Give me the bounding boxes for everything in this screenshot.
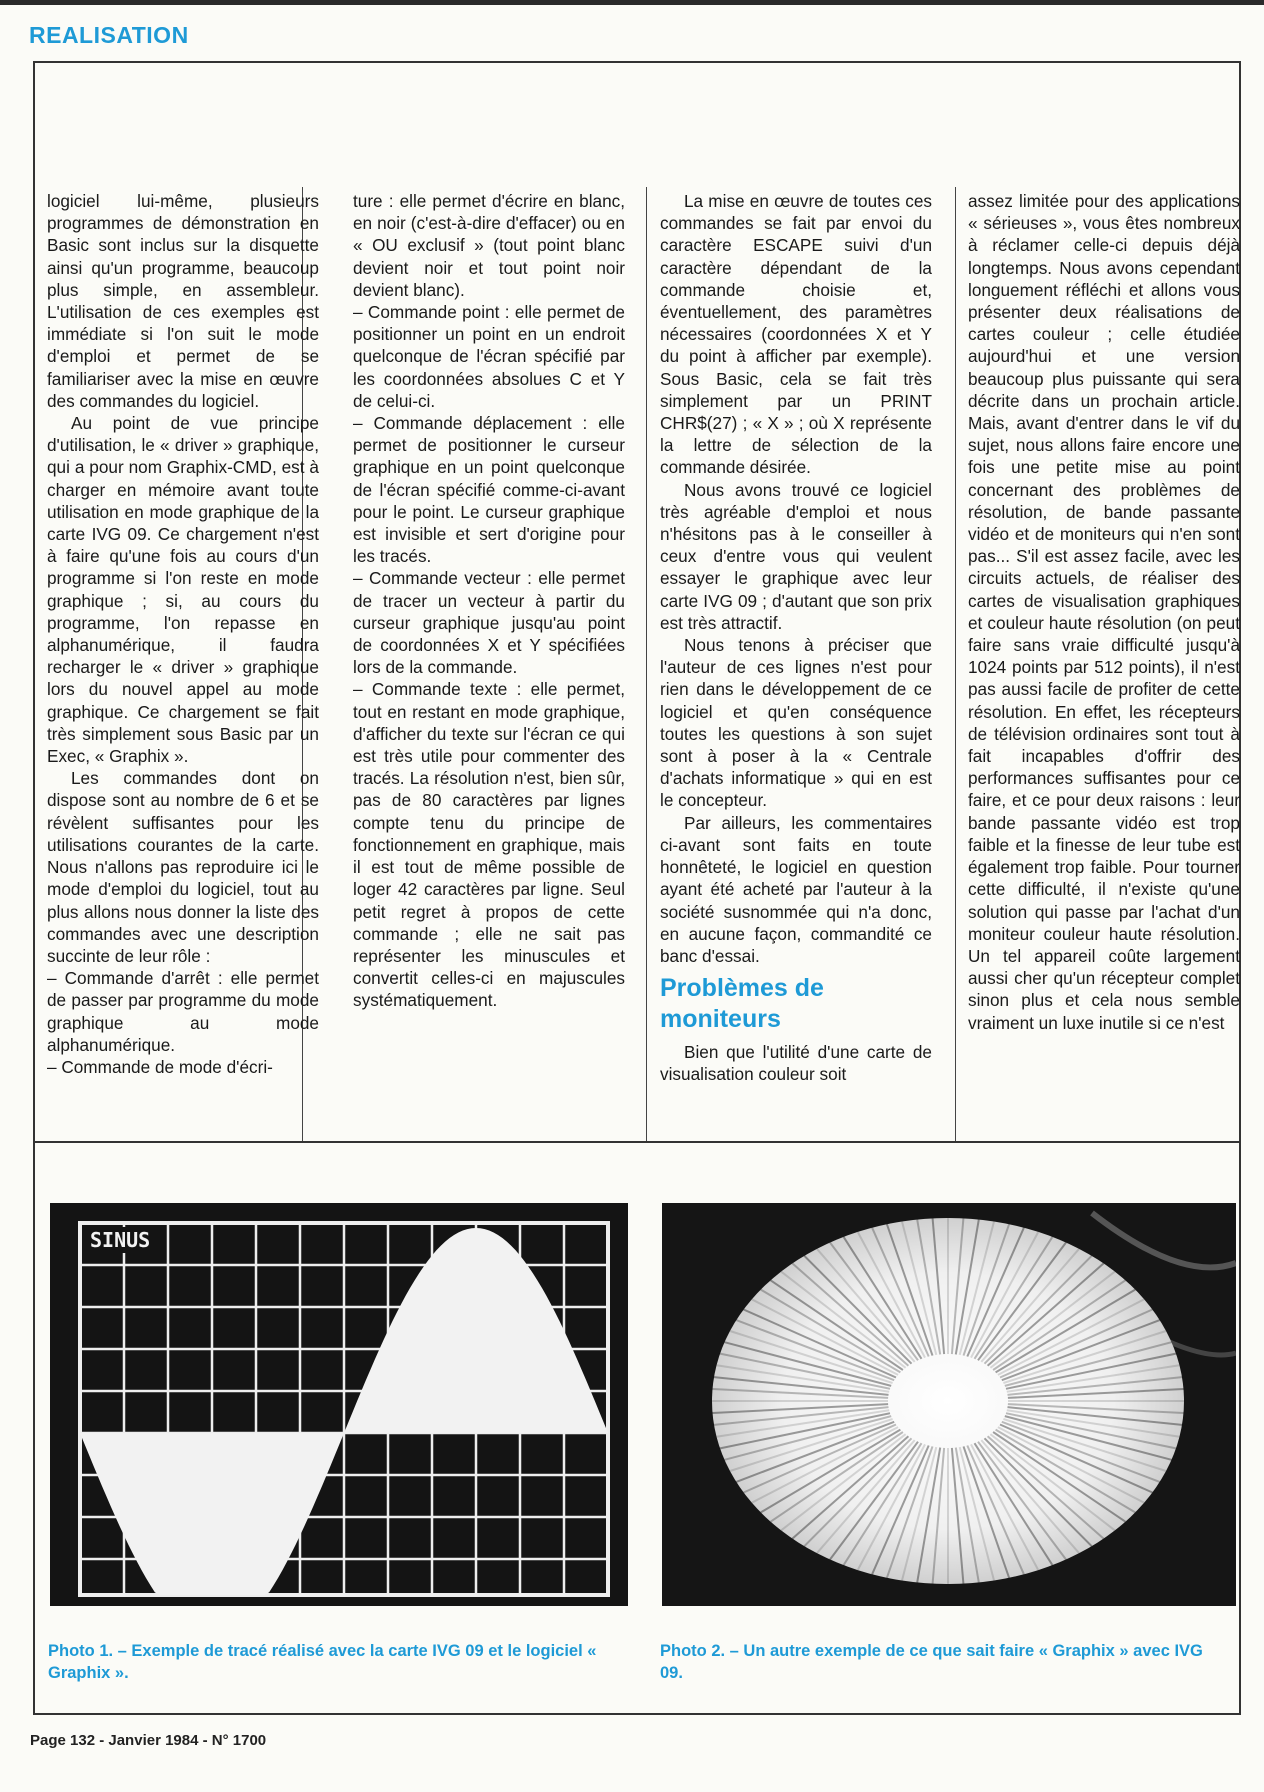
paragraph: Nous tenons à préciser que l'auteur de ces lignes n'est pour rien dans le développement de ce logiciel et qu'en conséquence toutes les questions à son sujet sont à poser à la « Centrale d'achats informatique » qui en est le concepteur. [660, 635, 932, 811]
top-rule [0, 0, 1264, 5]
photo-2 [662, 1203, 1236, 1606]
paragraph: ture : elle permet d'écrire en blanc, en noir (c'est-à-dire d'effacer) ou en « OU exclusif » (tout point blanc devient noir et tout point noir devient blanc). [353, 191, 625, 300]
paragraph: Nous avons trouvé ce logiciel très agréable d'emploi et nous n'hésitons pas à le conseiller à ceux d'entre vous qui veulent essayer le graphique avec leur carte IVG 09 ; d'autant que son prix est très attractif. [660, 479, 932, 633]
column-1 [47, 190, 319, 1078]
paragraph: assez limitée pour des applications « sérieuses », vous êtes nombreux à réclamer celle-ci depuis déjà longtemps. Nous avons cependant longuement réfléchi et allons vous présenter deux réalisations de cartes couleur ; celle étudiée aujourd'hui et une version beaucoup plus puissante qui sera décrite dans un prochain article. Mais, avant d'entrer dans le vif du sujet, nous allons faire encore une fois une petite mise au point concernant des problèmes de résolution, de bande passante vidéo et de moniteurs qui n'en sont pas... S'il est assez facile, avec les circuits actuels, de réaliser des cartes de visualisation graphiques et couleur haute résolution (on peut faire sans vraie difficulté jusqu'à 1024 points par 512 points), il n'est pas aussi facile de profiter de cette résolution. En effet, les récepteurs de télévision ordinaires sont tout à fait incapables d'offrir des performances suffisantes pour ce faire, et ce pour deux raisons : leur bande passante vidéo est trop faible et la finesse de leur tube est également trop faible. Pour tourner cette difficulté, il n'existe qu'une solution qui passe par l'achat d'un moniteur couleur haute résolution. Un tel appareil coûte largement aussi cher qu'un récepteur complet sinon plus et cela nous semble vraiment un luxe inutile si ce n'est [968, 191, 1240, 1033]
column-2 [353, 190, 625, 1012]
section-heading: Problèmes de moniteurs [660, 974, 824, 1034]
paragraph: – Commande déplacement : elle permet de positionner le curseur graphique en un point quelconque de l'écran spécifié comme-ci-avant pour le point. Le curseur graphique est invisible et sert d'origine pour les tracés. [353, 413, 625, 567]
paragraph: – Commande vecteur : elle permet de tracer un vecteur à partir du curseur graphique jusqu'au point de coordonnées X et Y spécifiées lors de la commande. [353, 568, 625, 678]
page-footer: Page 132 - Janvier 1984 - N° 1700 [30, 1732, 267, 1749]
column-divider [646, 187, 647, 1141]
paragraph: logiciel lui-même, plusieurs programmes de démonstration en Basic sont inclus sur la disquette ainsi qu'un programme, beaucoup plus simple, en assembleur. L'utilisation de ces exemples est immédiate si l'on suit le mode d'emploi et permet de se familiariser avec la mise en œuvre des commandes du logiciel. [47, 191, 319, 411]
paragraph: Au point de vue principe d'utilisation, le « driver » graphique, qui a pour nom Graphix-CMD, est à charger en mémoire avant toute utilisation en mode graphique de la carte IVG 09. Ce chargement n'est à faire qu'une fois au cours d'un programme si l'on reste en mode graphique ; si, au cours du programme, l'on repasse en alphanumérique, il faudra recharger le « driver » graphique lors du nouvel appel au mode graphique. Ce chargement se fait très simplement sous Basic par un Exec, « Graphix ». [47, 413, 319, 767]
radial-pattern-image [662, 1203, 1236, 1606]
paragraph: Les commandes dont on dispose sont au nombre de 6 et se révèlent suffisantes pour les utilisations courantes de la carte. Nous n'allons pas reproduire ici le mode d'emploi du logiciel, tout au plus allons nous donner la liste des commandes avec une description succinte de leur rôle : [47, 768, 319, 966]
photo-divider [34, 1141, 1240, 1143]
column-divider [955, 187, 956, 1141]
paragraph: – Commande texte : elle permet, tout en restant en mode graphique, d'afficher du texte sur l'écran ce qui est très utile pour commenter des tracés. La résolution n'est, bien sûr, pas de 80 caractères par lignes compte tenu du principe de fonctionnement en graphique, mais il est tout de même possible de loger 42 caractères par ligne. Seul petit regret à propos de cette commande ; elle ne sait pas représenter les minuscules et convertit celles-ci en majuscules systématiquement. [353, 679, 625, 1011]
screen-label: SINUS [90, 1228, 151, 1252]
photo-2-caption: Photo 2. – Un autre exemple de ce que sait faire « Graphix » avec IVG 09. [660, 1642, 1203, 1682]
column-4 [968, 190, 1240, 1034]
photo-1 [50, 1203, 628, 1606]
column-3 [660, 190, 932, 1086]
sine-plot-image [50, 1203, 628, 1606]
paragraph: Bien que l'utilité d'une carte de visualisation couleur soit [660, 1042, 932, 1085]
paragraph: – Commande d'arrêt : elle permet de passer par programme du mode graphique au mode alphanumérique. [47, 968, 319, 1055]
paragraph: Par ailleurs, les commentaires ci-avant sont faits en toute honnêteté, le logiciel en question ayant été acheté par l'auteur à la société susnommée qui n'a donc, en aucune façon, commandité ce banc d'essai. [660, 812, 932, 966]
paragraph: La mise en œuvre de toutes ces commandes se fait par envoi du caractère ESCAPE suivi d'un caractère dépendant de la commande choisie et, éventuellement, des paramètres nécessaires (coordonnées X et Y du point à afficher par exemple). Sous Basic, cela se fait très simplement par un PRINT CHR$(27) ; « X » ; où X représente la lettre de sélection de la commande désirée. [660, 191, 932, 478]
paragraph: – Commande point : elle permet de positionner un point en un endroit quelconque de l'écran spécifié par les coordonnées absolues C et Y de celui-ci. [353, 302, 625, 411]
paragraph: – Commande de mode d'écri- [47, 1056, 273, 1077]
section-label: REALISATION [29, 22, 189, 48]
photo-1-caption: Photo 1. – Exemple de tracé réalisé avec la carte IVG 09 et le logiciel « Graphix ». [48, 1642, 597, 1682]
